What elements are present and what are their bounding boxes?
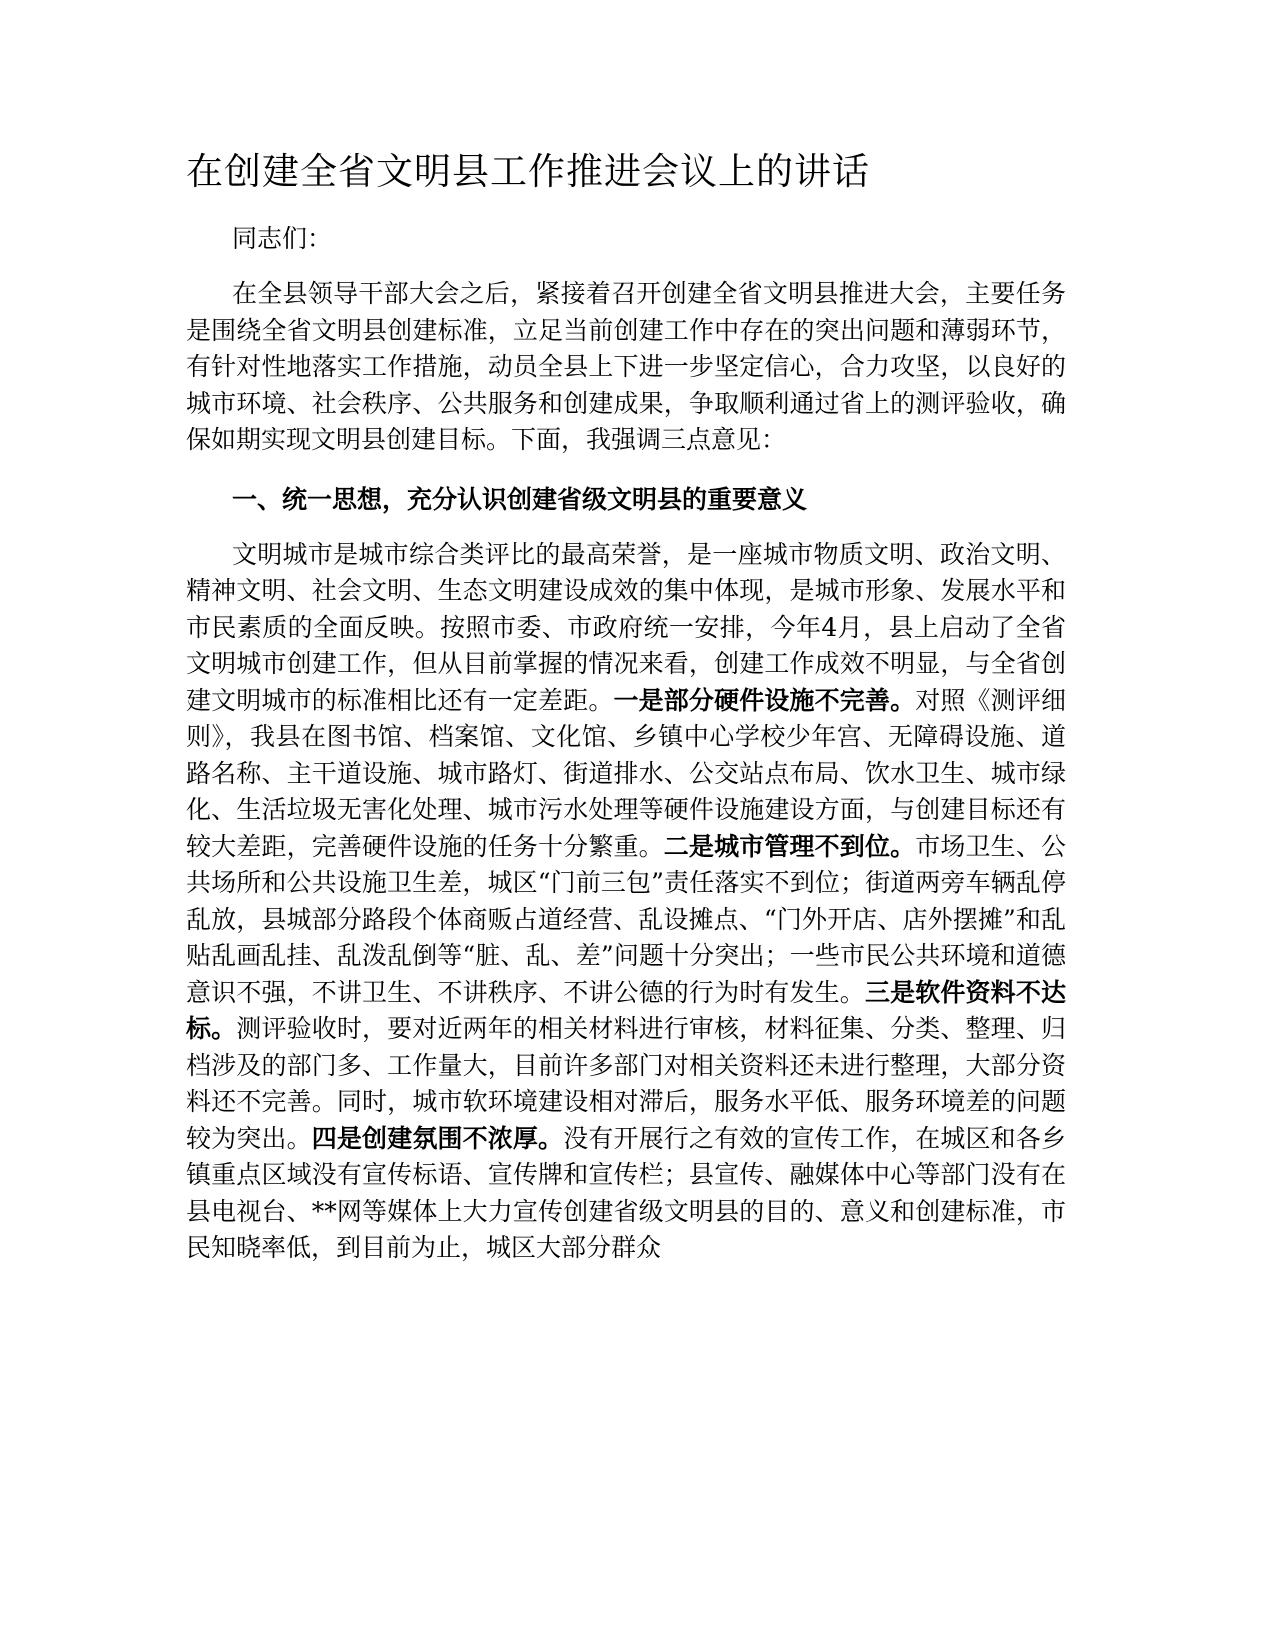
point-1-label: 一是部分硬件设施不完善。 (613, 685, 916, 715)
section-1-lead-text: 文明城市是城市综合类评比的最高荣誉，是一座城市物质文明、政治文明、精神文明、社会文明、生态文明建设成效的集中体现，是城市形象、发展水平和市民素质的全面反映。按照市委、市政府统一安排，今年4月，县上启动了全省文明城市创建工作，但从目前掌握的情况来看，创建工作成效不明显，与全省创建文明城市的标准相比还有一定差距。 (186, 539, 1066, 715)
document-title: 在创建全省文明县工作推进会议上的讲话 (186, 150, 870, 193)
intro-paragraph: 在全县领导干部大会之后，紧接着召开创建全省文明县推进大会，主要任务是围绕全省文明县创建标准，立足当前创建工作中存在的突出问题和薄弱环节，有针对性地落实工作措施，动员全县上下进一步坚定信心，合力攻坚，以良好的城市环境、社会秩序、公共服务和创建成果，争取顺利通过省上的测评验收，确保如期实现文明县创建目标。下面，我强调三点意见： (186, 279, 1066, 454)
section-1-heading: 一、统一思想，充分认识创建省级文明县的重要意义 (232, 484, 808, 514)
point-4-label: 四是创建氛围不浓厚。 (311, 1123, 564, 1153)
point-4-text: 没有开展行之有效的宣传工作，在城区和各乡镇重点区域没有宣传标语、宣传牌和宣传栏；县宣传、融媒体中心等部门没有在县电视台、**网等媒体上大力宣传创建省级文明县的目的、意义和创建标准，市民知晓率低，到目前为止，城区大部分群众 (186, 1123, 1066, 1262)
point-2-text: 市场卫生、公共场所和公共设施卫生差，城区“门前三包”责任落实不到位；街道两旁车辆乱停乱放，县城部分路段个体商贩占道经营、乱设摊点、“门外开店、店外摆摊”和乱贴乱画乱挂、乱泼乱倒等“脏、乱、差”问题十分突出；一些市民公共环境和道德意识不强，不讲卫生、不讲秩序、不讲公德的行为时有发生。 (186, 831, 1066, 1007)
point-3-text: 测评验收时，要对近两年的相关材料进行审核，材料征集、分类、整理、归档涉及的部门多、工作量大，目前许多部门对相关资料还未进行整理，大部分资料还不完善。同时，城市软环境建设相对滞后，服务水平低、服务环境差的问题较为突出。 (186, 1014, 1066, 1153)
salutation: 同志们： (232, 224, 333, 253)
point-2-label: 二是城市管理不到位。 (663, 831, 916, 861)
point-3-label: 三是软件资料不达标。 (186, 977, 1066, 1043)
point-1-text: 对照《测评细则》，我县在图书馆、档案馆、文化馆、乡镇中心学校少年宫、无障碍设施、道路名称、主干道设施、城市路灯、街道排水、公交站点布局、饮水卫生、城市绿化、生活垃圾无害化处理、城市污水处理等硬件设施建设方面，与创建目标还有较大差距，完善硬件设施的任务十分繁重。 (186, 685, 1066, 861)
section-1-paragraph (186, 537, 1066, 1267)
document-content (186, 142, 1066, 1267)
